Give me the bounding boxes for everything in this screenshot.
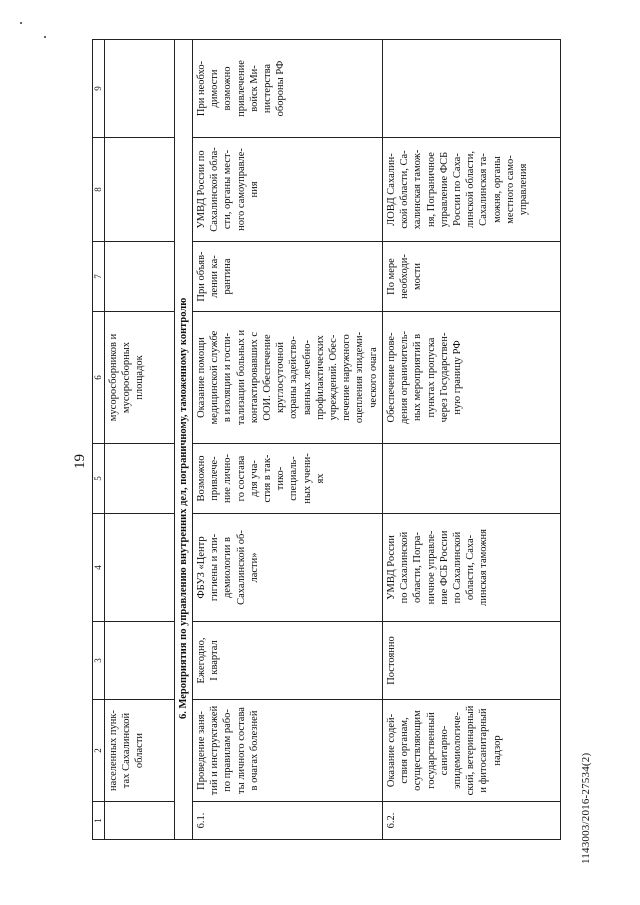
- measures-table: [92, 39, 561, 840]
- col-number: 8: [93, 138, 105, 242]
- cell: [105, 242, 175, 312]
- document-footer-code: 1143003/2016-27534(2): [580, 752, 592, 864]
- cell-text: По мере необходи- мости: [383, 242, 561, 312]
- cell-text: Обеспечение прове- дения ограничитель- ных мероприятий в пунктах пропуска через Государствен- ную границу РФ: [383, 312, 561, 444]
- cell-text: При необхо- димости возможно привлечение войск Ми- нистерства обороны РФ: [193, 40, 383, 138]
- section-title: 6. Мероприятия по управлению внутренних дел, пограничному, таможенному контролю: [175, 40, 193, 840]
- cell-text: ФБУЗ «Центр гигиены и эпи- демиологии в Сахалинской об- ласти»: [193, 514, 383, 622]
- page-number: 19: [72, 454, 88, 469]
- cell-text: Проведение заня- тий и инструктажей по правилам рабо- ты личного состава в очагах болезней: [193, 700, 383, 802]
- cell-text: Оказание содей- ствия органам, осуществляющим государственный санитарно- эпидемиологиче- ский, ветеринарный и фитосанитарный надзор: [383, 700, 561, 802]
- cell: [105, 40, 175, 138]
- cell: [105, 444, 175, 514]
- cell-text: УМВД России по Сахалинской обла- сти, органы мест- ного самоуправле- ния: [193, 138, 383, 242]
- cell-text: Оказание помощи медицинской службе в изоляции и госпи- тализации больных и контактировавших с ООИ. Обеспечение круглосуточной охраны задейство- ванных лечебно- профилактических учреждений. Обес- печение наружного оцепления эпидеми- ческого очага: [193, 312, 383, 444]
- col-number: 3: [93, 622, 105, 700]
- cell-text: [383, 444, 561, 514]
- cell-text: Постоянно: [383, 622, 561, 700]
- column-number-row: [93, 40, 105, 840]
- cell: [105, 802, 175, 840]
- cell-text: ЛОВД Сахалин- ской области, Са- халинская тамож- ня, Пограничное управление ФСБ России по Саха- линской области, Сахалинская та- можня, органы местного само- управления: [383, 138, 561, 242]
- row-number: 6.1.: [193, 802, 383, 840]
- continuation-row: [105, 40, 175, 840]
- rotated-page: [40, 34, 600, 874]
- col-number: 9: [93, 40, 105, 138]
- cell-text: населенных пунк- тах Сахалинской области: [105, 700, 175, 802]
- col-number: 4: [93, 514, 105, 622]
- col-number: 7: [93, 242, 105, 312]
- cell-text: УМВД России по Сахалинской области, Погра- ничное управле- ние ФСБ России по Сахалинской области, Саха- линская таможня: [383, 514, 561, 622]
- table-row: [383, 40, 561, 840]
- col-number: 5: [93, 444, 105, 514]
- cell-text: Ежегодно, I квартал: [193, 622, 383, 700]
- cell-text: При объяв- лении ка- рантина: [193, 242, 383, 312]
- cell-text: Возможно привлече- ние лично- го состава для уча- стия в так- тико- специаль- ных учени- ях: [193, 444, 383, 514]
- cell: [105, 514, 175, 622]
- cell-text: [383, 40, 561, 138]
- cell: [105, 138, 175, 242]
- section-row: [175, 40, 193, 840]
- col-number: 1: [93, 802, 105, 840]
- cell: [105, 622, 175, 700]
- col-number: 6: [93, 312, 105, 444]
- col-number: 2: [93, 700, 105, 802]
- row-number: 6.2.: [383, 802, 561, 840]
- table-row: [193, 40, 383, 840]
- cell-text: мусоросборников и мусоросборных площадок: [105, 312, 175, 444]
